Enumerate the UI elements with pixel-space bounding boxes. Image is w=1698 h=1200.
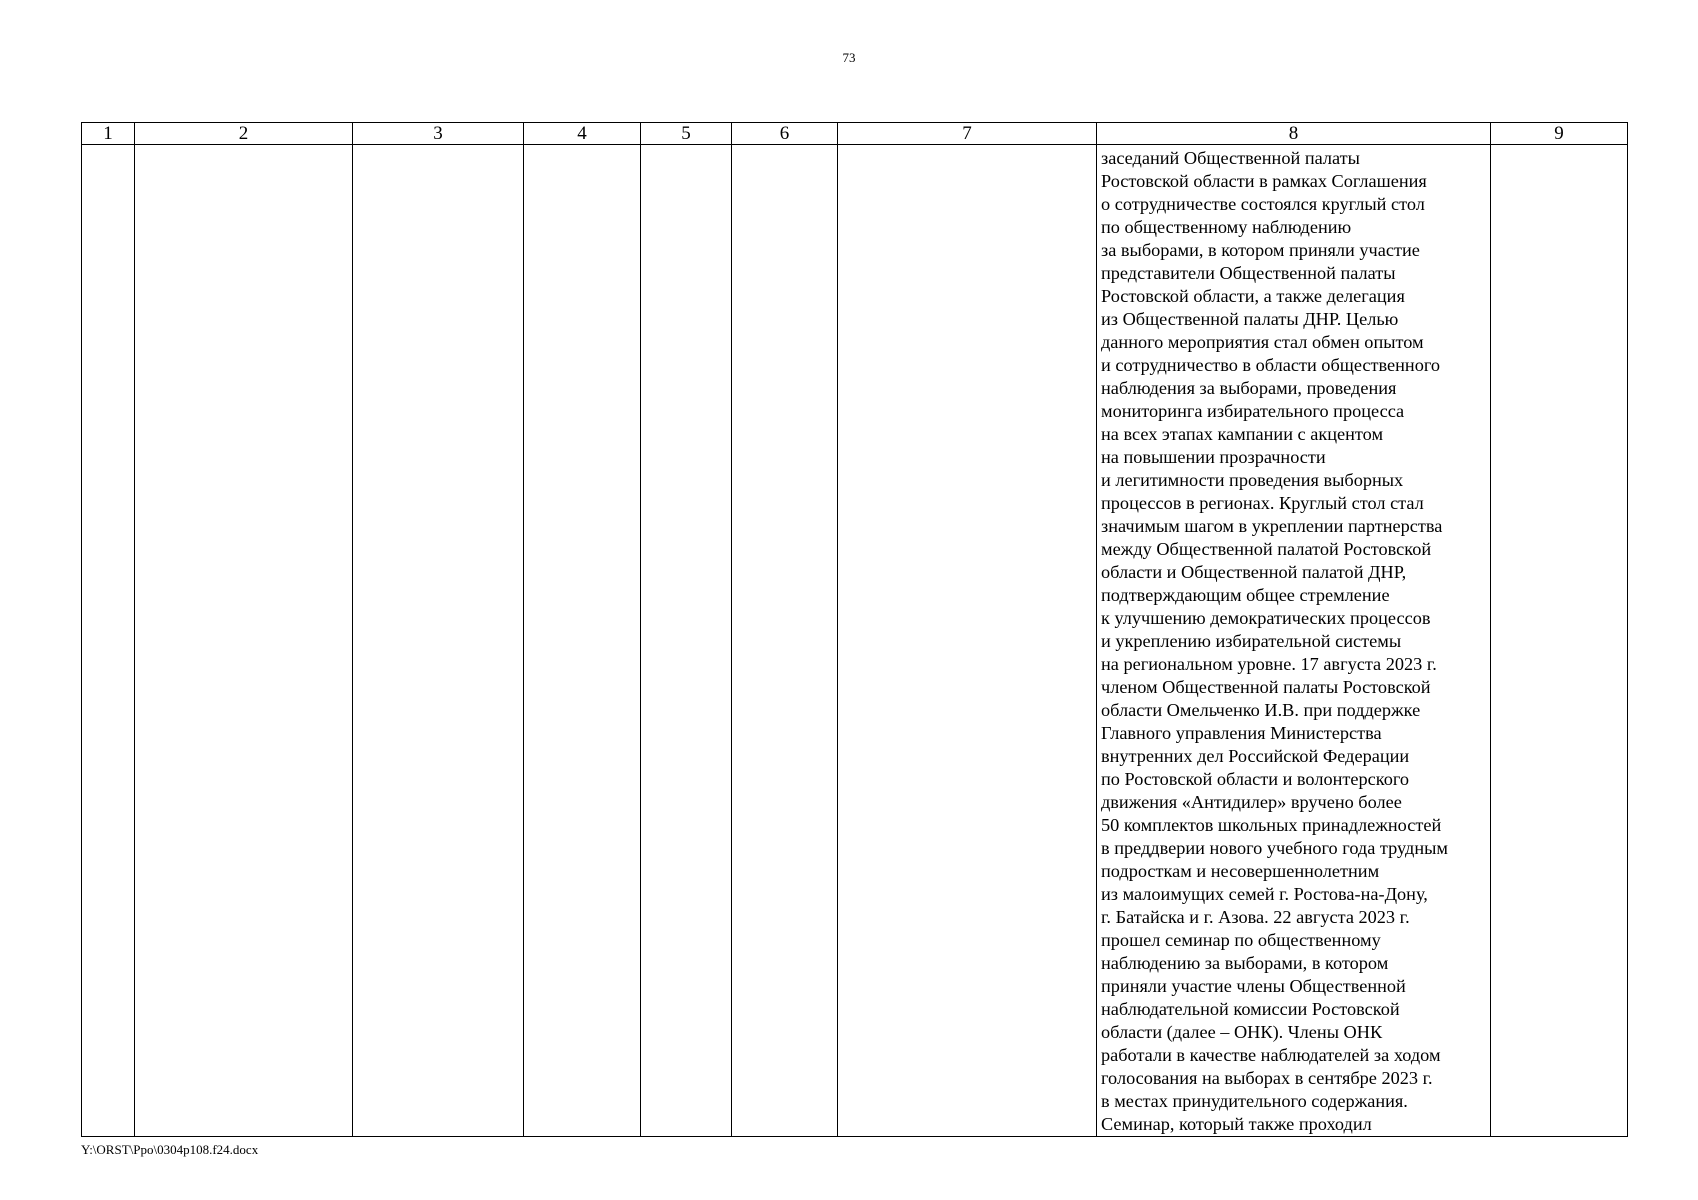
cell-col-4 [524, 145, 641, 1137]
column-header-4: 4 [524, 123, 641, 145]
cell-col-8 [1097, 145, 1491, 1137]
text-line: значимым шагом в укреплении партнерства [1101, 516, 1443, 536]
text-line: Ростовской области в рамках Соглашения [1101, 171, 1427, 191]
text-line: приняли участие члены Общественной [1101, 976, 1406, 996]
column-header-6: 6 [732, 123, 838, 145]
cell-col-6 [732, 145, 838, 1137]
text-line: из Общественной палаты ДНР. Целью [1101, 309, 1399, 329]
text-line: наблюдению за выборами, в котором [1101, 953, 1389, 973]
cell-col-5 [641, 145, 732, 1137]
cell-col-1 [82, 145, 135, 1137]
cell-col-7 [838, 145, 1097, 1137]
text-line: г. Батайска и г. Азова. 22 августа 2023 г. [1101, 907, 1410, 927]
text-line: заседаний Общественной палаты [1101, 148, 1360, 168]
text-line: членом Общественной палаты Ростовской [1101, 677, 1431, 697]
text-line: по Ростовской области и волонтерского [1101, 769, 1410, 789]
page-number: 73 [842, 50, 856, 65]
text-line: за выборами, в котором приняли участие [1101, 240, 1420, 260]
column-header-7: 7 [838, 123, 1097, 145]
text-line: из малоимущих семей г. Ростова-на-Дону, [1101, 884, 1428, 904]
text-line: голосования на выборах в сентябре 2023 г. [1101, 1068, 1433, 1088]
cell-col-9 [1491, 145, 1628, 1137]
report-table [81, 122, 1628, 1137]
column-header-3: 3 [353, 123, 524, 145]
text-line: между Общественной палатой Ростовской [1101, 539, 1432, 559]
column-header-1: 1 [82, 123, 135, 145]
table-header-row [82, 123, 1628, 145]
text-line: области и Общественной палатой ДНР, [1101, 562, 1407, 582]
text-line: Семинар, который также проходил [1101, 1114, 1372, 1134]
footer-file-path: Y:\ORST\Ppo\0304p108.f24.docx [81, 1142, 259, 1157]
text-line: Ростовской области, а также делегация [1101, 286, 1405, 306]
text-line: о сотрудничестве состоялся круглый стол [1101, 194, 1425, 214]
text-line: на всех этапах кампании с акцентом [1101, 424, 1384, 444]
text-line: внутренних дел Российской Федерации [1101, 746, 1410, 766]
text-line: подросткам и несовершеннолетним [1101, 861, 1380, 881]
text-line: представители Общественной палаты [1101, 263, 1396, 283]
text-line: процессов в регионах. Круглый стол стал [1101, 493, 1424, 513]
table-row [82, 145, 1628, 1137]
text-line: на повышении прозрачности [1101, 447, 1326, 467]
text-line: движения «Антидилер» вручено более [1101, 792, 1402, 812]
text-line: на региональном уровне. 17 августа 2023 г. [1101, 654, 1437, 674]
cell-col-3 [353, 145, 524, 1137]
text-line: мониторинга избирательного процесса [1101, 401, 1405, 421]
text-line: к улучшению демократических процессов [1101, 608, 1431, 628]
text-line: области Омельченко И.В. при поддержке [1101, 700, 1421, 720]
text-line: по общественному наблюдению [1101, 217, 1352, 237]
cell-col-2 [135, 145, 353, 1137]
column-header-2: 2 [135, 123, 353, 145]
text-line: наблюдательной комиссии Ростовской [1101, 999, 1400, 1019]
text-line: наблюдения за выборами, проведения [1101, 378, 1397, 398]
text-line: области (далее – ОНК). Члены ОНК [1101, 1022, 1383, 1042]
column-header-8: 8 [1097, 123, 1491, 145]
column-header-9: 9 [1491, 123, 1628, 145]
text-line: и сотрудничество в области общественного [1101, 355, 1441, 375]
text-line: прошел семинар по общественному [1101, 930, 1381, 950]
text-line: и легитимности проведения выборных [1101, 470, 1404, 490]
text-line: и укреплению избирательной системы [1101, 631, 1402, 651]
text-line: в местах принудительного содержания. [1101, 1091, 1408, 1111]
text-line: в преддверии нового учебного года трудным [1101, 838, 1448, 858]
text-line: работали в качестве наблюдателей за ходом [1101, 1045, 1441, 1065]
text-line: подтверждающим общее стремление [1101, 585, 1390, 605]
text-line: 50 комплектов школьных принадлежностей [1101, 815, 1442, 835]
cell-col-8-text [1097, 145, 1490, 1136]
column-header-5: 5 [641, 123, 732, 145]
text-line: Главного управления Министерства [1101, 723, 1382, 743]
text-line: данного мероприятия стал обмен опытом [1101, 332, 1424, 352]
